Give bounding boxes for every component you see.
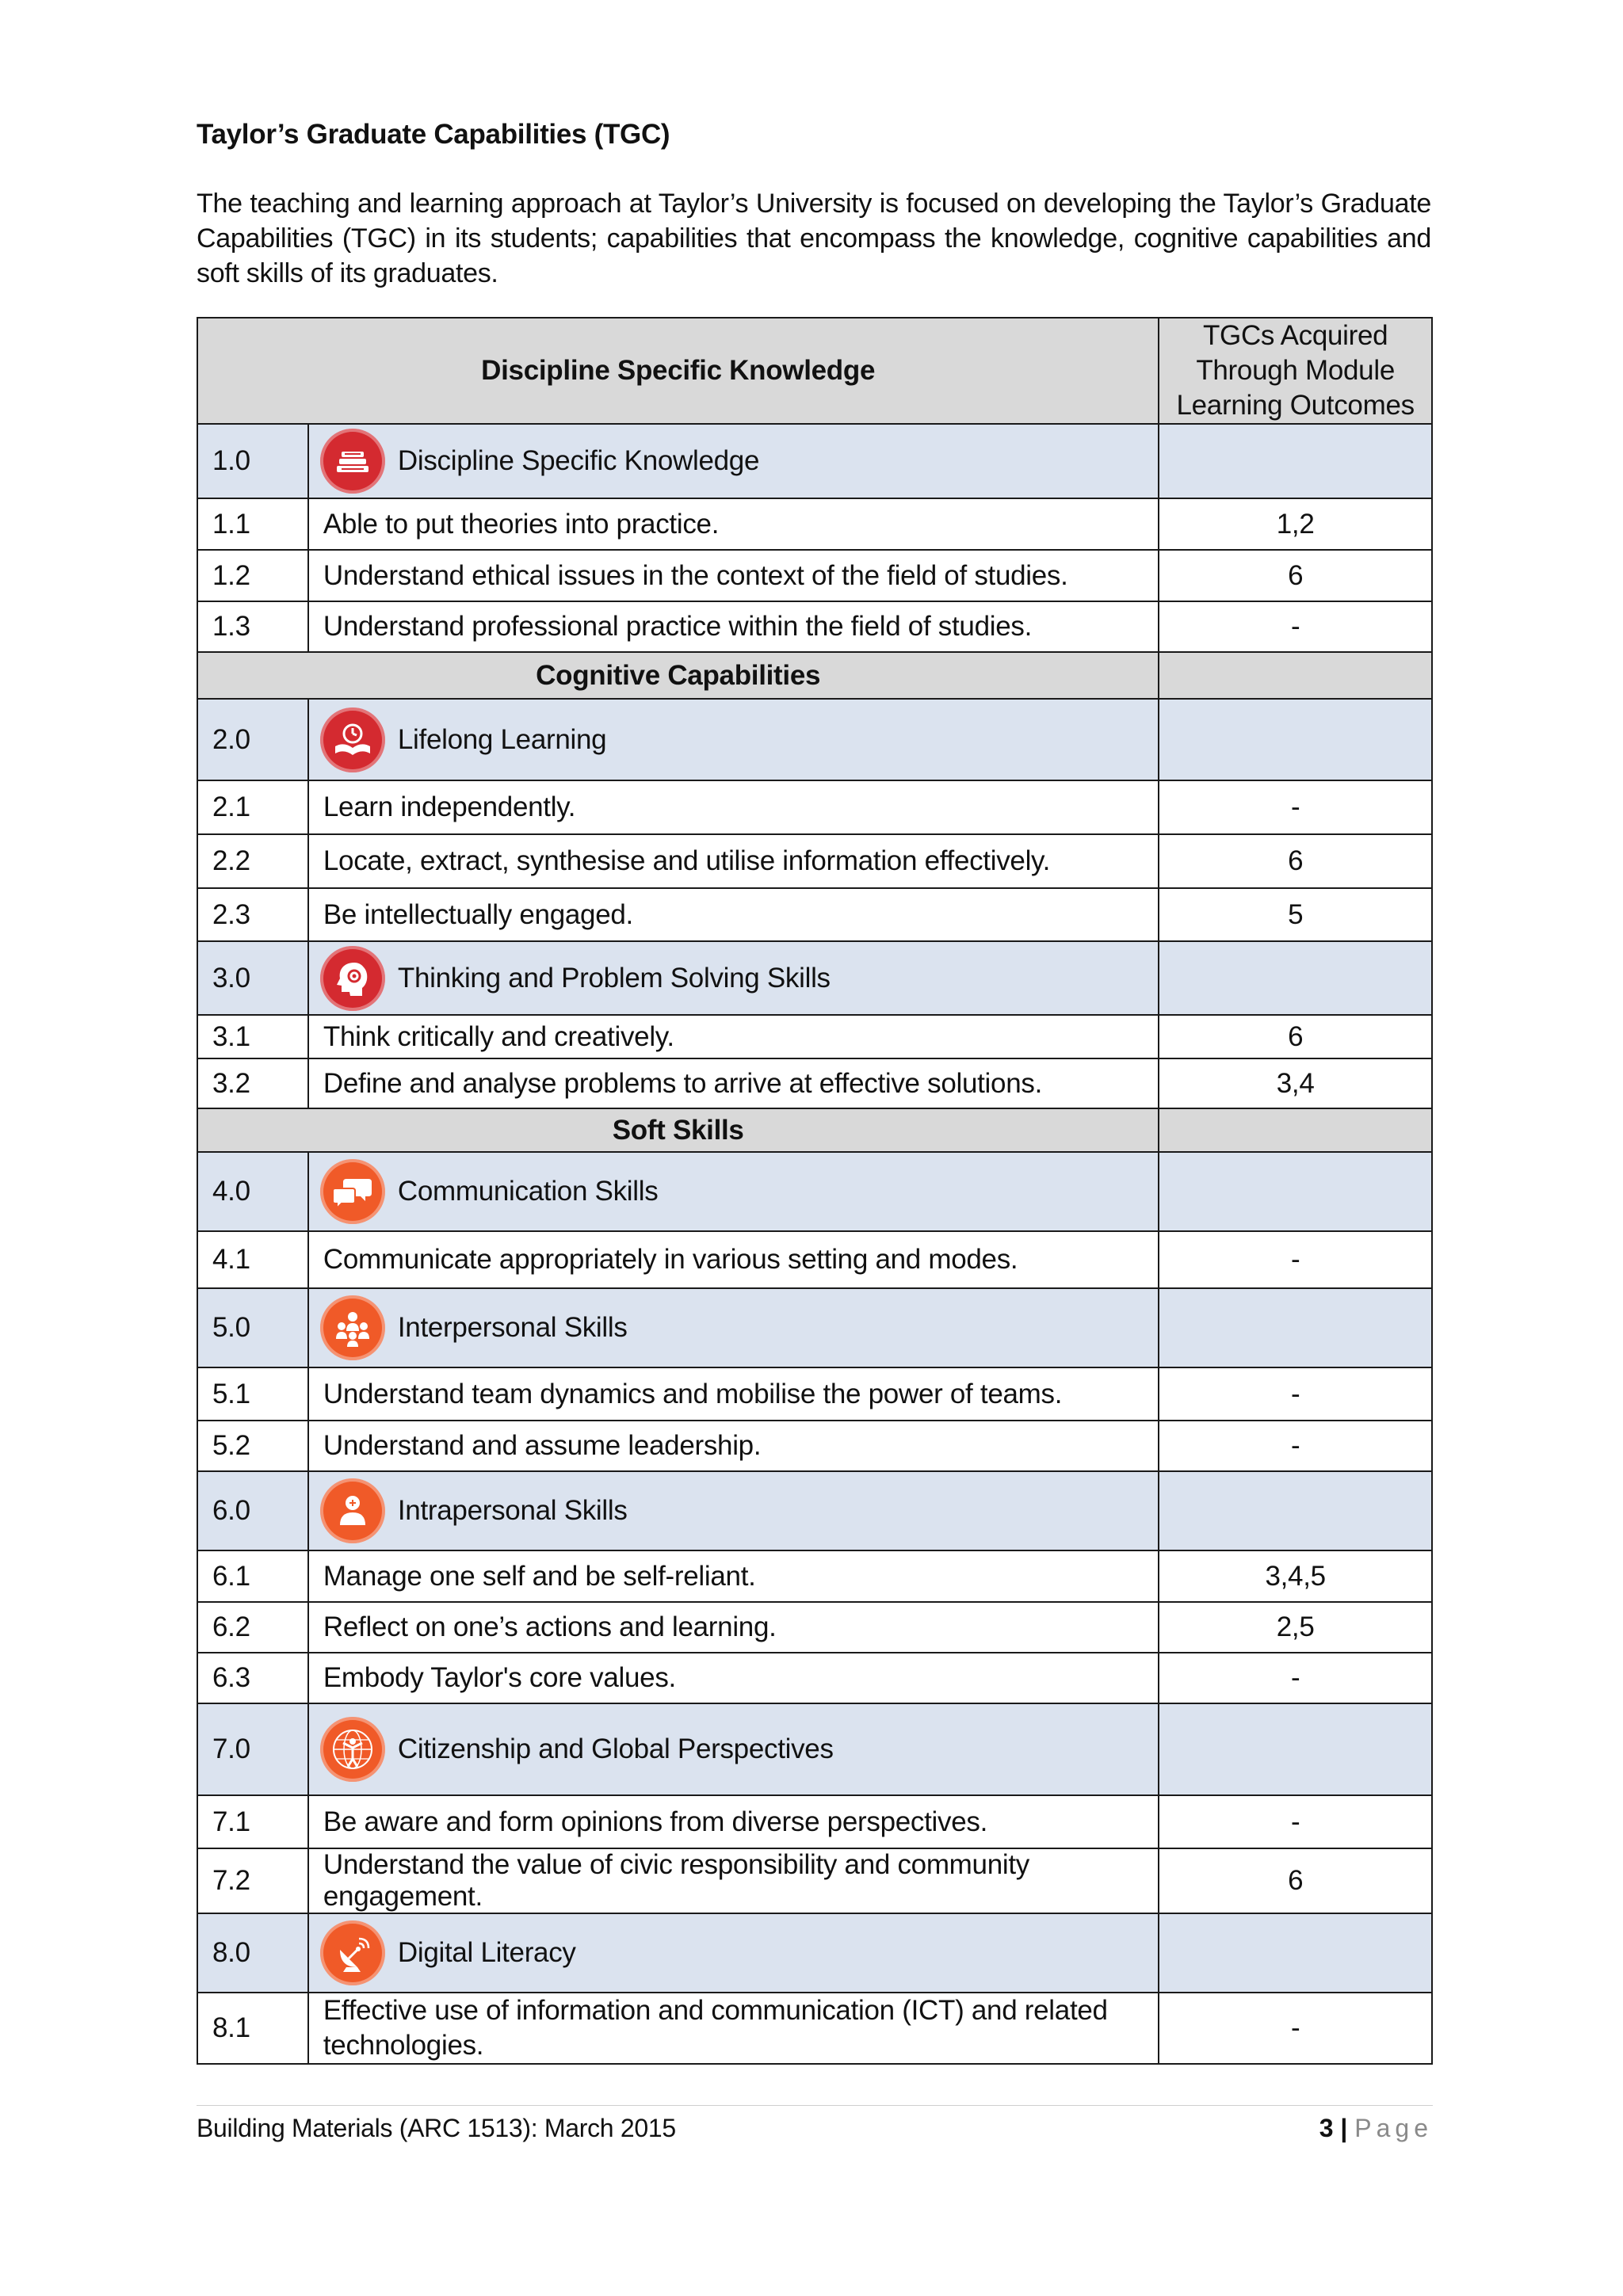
page-number: 3	[1319, 2114, 1334, 2142]
group-title: Thinking and Problem Solving Skills	[397, 962, 831, 994]
row-tgc-value: 3,4,5	[1159, 1550, 1432, 1602]
row-tgc-value: 6	[1159, 1015, 1432, 1058]
row-tgc-value: 1,2	[1159, 498, 1432, 550]
group-value-cell	[1159, 1288, 1432, 1367]
row-tgc-value: -	[1159, 1993, 1432, 2064]
group-number: 8.0	[197, 1913, 308, 1993]
group-row-lifelong-learning	[197, 699, 1432, 780]
section-value-cell	[1159, 652, 1432, 699]
group-row-communication-skills	[197, 1152, 1432, 1231]
row-number: 1.2	[197, 550, 308, 601]
row-tgc-value: -	[1159, 1795, 1432, 1848]
table-row	[197, 1653, 1432, 1703]
row-description: Be aware and form opinions from diverse perspectives.	[308, 1795, 1159, 1848]
group-row-digital-literacy	[197, 1913, 1432, 1993]
row-number: 1.3	[197, 601, 308, 652]
table-row	[197, 601, 1432, 652]
group-number: 7.0	[197, 1703, 308, 1795]
row-number: 7.1	[197, 1795, 308, 1848]
group-title-cell	[308, 1288, 1159, 1367]
row-tgc-value: -	[1159, 1653, 1432, 1703]
row-description: Able to put theories into practice.	[308, 498, 1159, 550]
row-tgc-value: 2,5	[1159, 1602, 1432, 1653]
footer-page-indicator	[1319, 2114, 1433, 2143]
group-number: 5.0	[197, 1288, 308, 1367]
group-row-discipline-specific-knowledge	[197, 424, 1432, 498]
head-gear-icon	[320, 946, 385, 1011]
row-tgc-value: 6	[1159, 550, 1432, 601]
row-description: Define and analyse problems to arrive at effective solutions.	[308, 1058, 1159, 1108]
intro-paragraph: The teaching and learning approach at Taylor’s University is focused on developing the Taylor’s Graduate Capabilities (TGC) in its students; capabilities that encompass the knowledge, cognitive capabilities and soft skills of its graduates.	[197, 189, 1431, 288]
group-row-interpersonal-skills	[197, 1288, 1432, 1367]
table-row	[197, 1993, 1432, 2064]
satellite-dish-icon	[320, 1920, 385, 1985]
group-title-cell	[308, 1152, 1159, 1231]
table-row	[197, 834, 1432, 888]
group-row-intrapersonal-skills	[197, 1471, 1432, 1550]
group-title-cell	[308, 1703, 1159, 1795]
table-row	[197, 1231, 1432, 1288]
table-row	[197, 1848, 1432, 1913]
group-title-cell	[308, 699, 1159, 780]
row-description: Manage one self and be self-reliant.	[308, 1550, 1159, 1602]
table-row	[197, 888, 1432, 941]
table-row	[197, 550, 1432, 601]
group-title-cell	[308, 424, 1159, 498]
group-title: Lifelong Learning	[397, 723, 607, 755]
page-word: Page	[1354, 2114, 1433, 2142]
row-description: Think critically and creatively.	[308, 1015, 1159, 1058]
people-group-icon	[320, 1295, 385, 1360]
speech-bubbles-icon	[320, 1159, 385, 1224]
group-number: 3.0	[197, 941, 308, 1015]
group-row-thinking-problem-solving	[197, 941, 1432, 1015]
table-row	[197, 1795, 1432, 1848]
row-description: Learn independently.	[308, 780, 1159, 834]
row-number: 2.1	[197, 780, 308, 834]
globe-person-icon	[320, 1717, 385, 1782]
row-number: 1.1	[197, 498, 308, 550]
row-tgc-value: -	[1159, 780, 1432, 834]
row-description: Understand the value of civic responsibility and community engagement.	[308, 1848, 1159, 1913]
group-title-cell	[308, 941, 1159, 1015]
table-header-row	[197, 318, 1432, 424]
group-title: Communication Skills	[397, 1176, 659, 1207]
table-row	[197, 1421, 1432, 1471]
row-number: 6.1	[197, 1550, 308, 1602]
section-row-soft-skills	[197, 1108, 1432, 1152]
group-value-cell	[1159, 1471, 1432, 1550]
row-description: Locate, extract, synthesise and utilise information effectively.	[308, 834, 1159, 888]
tgc-table	[197, 317, 1433, 2065]
group-value-cell	[1159, 424, 1432, 498]
footer-document-info: Building Materials (ARC 1513): March 2015	[197, 2114, 676, 2142]
group-value-cell	[1159, 1152, 1432, 1231]
row-tgc-value: -	[1159, 1421, 1432, 1471]
row-description: Understand team dynamics and mobilise the power of teams.	[308, 1367, 1159, 1421]
group-value-cell	[1159, 941, 1432, 1015]
table-row	[197, 1550, 1432, 1602]
row-description: Be intellectually engaged.	[308, 888, 1159, 941]
table-row	[197, 498, 1432, 550]
header-tgcs-acquired: TGCs Acquired Through Module Learning Outcomes	[1159, 318, 1432, 424]
page-separator: |	[1340, 2114, 1348, 2142]
row-tgc-value: 5	[1159, 888, 1432, 941]
page-title: Taylor’s Graduate Capabilities (TGC)	[197, 119, 670, 150]
book-clock-icon	[320, 707, 385, 772]
section-title: Soft Skills	[197, 1108, 1159, 1152]
row-description: Communicate appropriately in various setting and modes.	[308, 1231, 1159, 1288]
row-description: Understand professional practice within the field of studies.	[308, 601, 1159, 652]
group-title: Citizenship and Global Perspectives	[397, 1733, 834, 1764]
row-number: 5.2	[197, 1421, 308, 1471]
row-description: Reflect on one’s actions and learning.	[308, 1602, 1159, 1653]
group-number: 6.0	[197, 1471, 308, 1550]
group-title: Discipline Specific Knowledge	[397, 445, 760, 476]
row-tgc-value: -	[1159, 1231, 1432, 1288]
group-value-cell	[1159, 1703, 1432, 1795]
group-number: 1.0	[197, 424, 308, 498]
group-title: Interpersonal Skills	[397, 1312, 628, 1343]
section-title: Cognitive Capabilities	[197, 652, 1159, 699]
row-number: 3.2	[197, 1058, 308, 1108]
header-discipline-specific-knowledge: Discipline Specific Knowledge	[197, 318, 1159, 424]
table-row	[197, 1015, 1432, 1058]
row-number: 6.2	[197, 1602, 308, 1653]
row-tgc-value: 3,4	[1159, 1058, 1432, 1108]
row-tgc-value: 6	[1159, 1848, 1432, 1913]
row-number: 4.1	[197, 1231, 308, 1288]
row-tgc-value: -	[1159, 601, 1432, 652]
group-number: 4.0	[197, 1152, 308, 1231]
group-title-cell	[308, 1471, 1159, 1550]
group-title: Digital Literacy	[397, 1937, 576, 1968]
row-number: 8.1	[197, 1993, 308, 2064]
person-icon	[320, 1478, 385, 1543]
book-stack-icon	[320, 429, 385, 494]
table-row	[197, 780, 1432, 834]
table-row	[197, 1602, 1432, 1653]
group-value-cell	[1159, 1913, 1432, 1993]
group-title: Intrapersonal Skills	[397, 1495, 628, 1526]
row-number: 2.2	[197, 834, 308, 888]
row-description: Effective use of information and communication (ICT) and related technologies.	[308, 1993, 1159, 2064]
row-number: 3.1	[197, 1015, 308, 1058]
row-number: 2.3	[197, 888, 308, 941]
row-description: Embody Taylor's core values.	[308, 1653, 1159, 1703]
table-row	[197, 1058, 1432, 1108]
group-value-cell	[1159, 699, 1432, 780]
row-number: 5.1	[197, 1367, 308, 1421]
group-row-citizenship-global	[197, 1703, 1432, 1795]
row-description: Understand and assume leadership.	[308, 1421, 1159, 1471]
group-title-cell	[308, 1913, 1159, 1993]
row-tgc-value: 6	[1159, 834, 1432, 888]
row-description: Understand ethical issues in the context of the field of studies.	[308, 550, 1159, 601]
row-number: 6.3	[197, 1653, 308, 1703]
section-value-cell	[1159, 1108, 1432, 1152]
row-tgc-value: -	[1159, 1367, 1432, 1421]
table-row	[197, 1367, 1432, 1421]
section-row-cognitive-capabilities	[197, 652, 1432, 699]
footer-divider	[197, 2105, 1433, 2106]
group-number: 2.0	[197, 699, 308, 780]
row-number: 7.2	[197, 1848, 308, 1913]
